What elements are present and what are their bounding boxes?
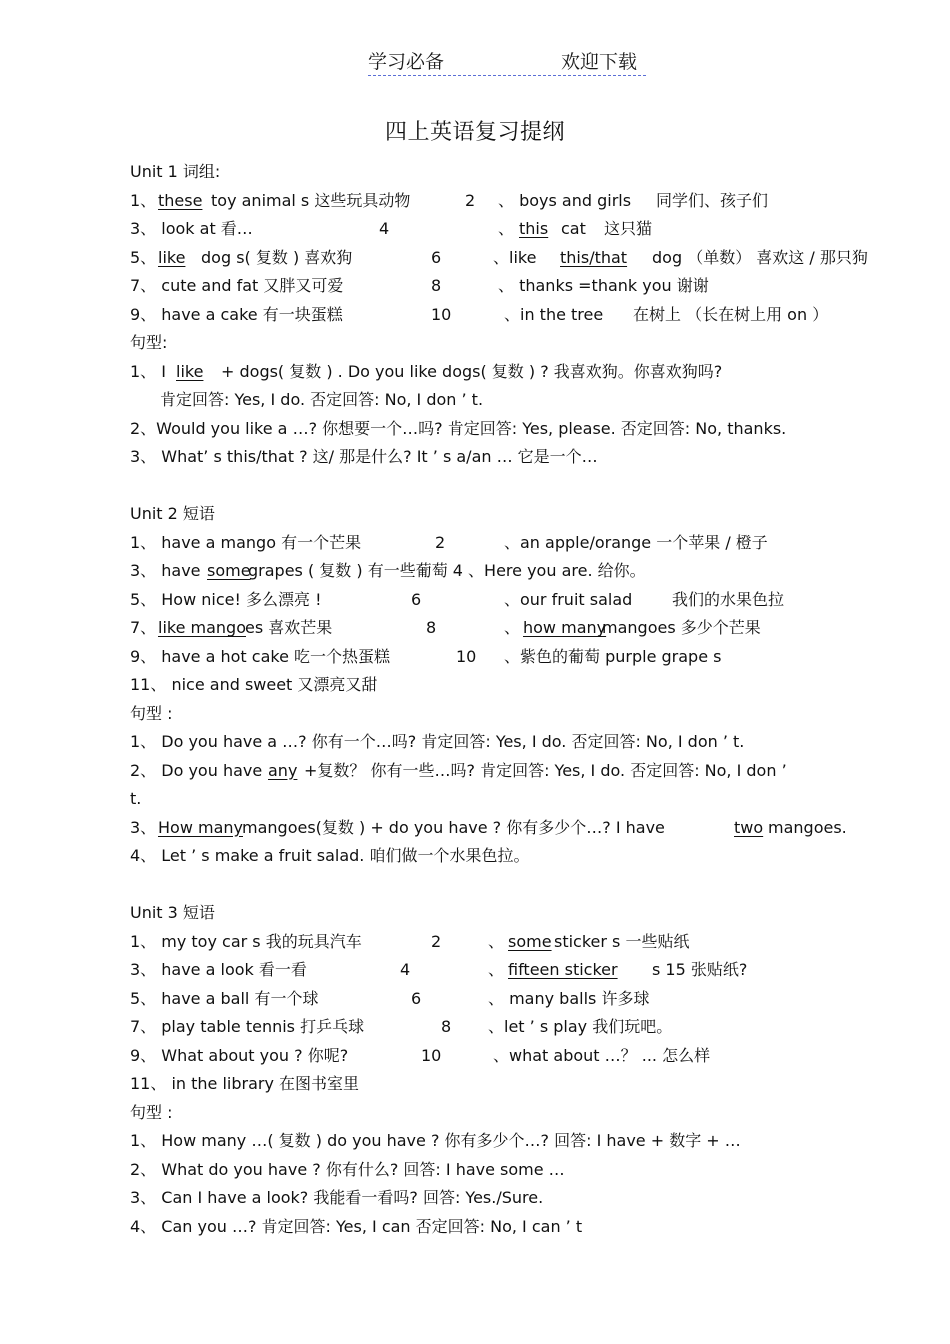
underlined-text: fifteen sticker (508, 960, 618, 979)
text-line (130, 557, 900, 586)
text-line (130, 500, 900, 529)
text-line (130, 415, 900, 444)
text-segment: 句型: (130, 333, 168, 352)
text-line (130, 1013, 900, 1042)
underlined-text: How many (158, 817, 243, 837)
text-segment: 10 (456, 646, 477, 666)
underlined-text: how many (523, 618, 607, 637)
document-body (130, 158, 900, 1241)
text-line (130, 985, 900, 1014)
text-line (130, 443, 900, 500)
text-segment: 2、 Do you have (130, 760, 263, 780)
text-segment: Unit 3 短语 (130, 903, 215, 922)
text-segment: 句型 : (130, 703, 173, 723)
text-segment: 2 (431, 931, 442, 951)
text-line (130, 928, 900, 957)
text-segment: grapes ( 复数 ) 有一些葡萄 4 、Here you are. 给你。 (248, 561, 646, 580)
text-segment: 6 (411, 988, 422, 1008)
underlined-text: some (207, 561, 251, 580)
text-segment: 在树上 （长在树上用 on ） (633, 304, 829, 324)
text-segment: 句型 : (130, 1102, 173, 1122)
text-segment: 4、 Let ’ s make a fruit salad. 咱们做一个水果色拉。 (130, 846, 530, 865)
text-segment: s 15 张贴纸? (652, 960, 748, 979)
text-segment: + dogs( 复数 ) . Do you like dogs( 复数 ) ? 我喜欢狗。你喜欢狗吗? (221, 361, 723, 381)
text-segment: mangoes 多少个芒果 (602, 618, 761, 637)
text-segment: Unit 2 短语 (130, 504, 215, 523)
text-segment: 1、 (130, 190, 157, 210)
text-segment: 、 (488, 960, 505, 979)
text-line (130, 1184, 900, 1213)
text-line (130, 244, 900, 273)
text-segment: 3、 have (130, 561, 201, 580)
underlined-text: like (176, 361, 204, 381)
text-segment: 2 (465, 190, 476, 210)
text-segment: mangoes. (768, 817, 847, 837)
underlined-text: like (158, 247, 186, 267)
text-segment: 这只猫 (604, 219, 653, 238)
text-segment: 5、 How nice! 多么漂亮 ! (130, 589, 322, 609)
text-line (130, 814, 900, 843)
underlined-text: two (734, 817, 764, 837)
text-segment: 9、 have a cake 有一块蛋糕 (130, 304, 343, 324)
underlined-text: like mango (158, 618, 246, 637)
text-segment: es 喜欢芒果 (245, 618, 333, 637)
text-line (130, 358, 900, 387)
text-line (130, 956, 900, 985)
text-line (130, 1042, 900, 1071)
text-segment: 、an apple/orange 一个苹果 / 橙子 (504, 532, 768, 552)
text-segment: 、 (488, 931, 505, 951)
text-segment: 我们的水果色拉 (672, 589, 785, 609)
text-segment: dog s( 复数 ) 喜欢狗 (201, 247, 353, 267)
text-line (130, 1099, 900, 1128)
text-line (130, 643, 900, 672)
text-segment: 8 (426, 618, 437, 637)
text-line (130, 586, 900, 615)
document-title: 四上英语复习提纲 (384, 120, 565, 145)
text-segment: 7、 play table tennis 打乒乓球 (130, 1017, 365, 1036)
text-line (130, 301, 900, 330)
text-line (130, 785, 900, 814)
text-segment: 1、 Do you have a …? 你有一个…吗? 肯定回答: Yes, I do. 否定回答: No, I don ’ t. (130, 732, 745, 751)
text-line (130, 899, 900, 928)
text-segment: 、like (493, 247, 537, 267)
text-segment: 、 boys and girls (498, 190, 632, 210)
text-segment: 、 (498, 219, 515, 238)
text-segment: 4、 Can you …? 肯定回答: Yes, I can 否定回答: No, I can ’ t (130, 1216, 583, 1236)
text-line (130, 728, 900, 757)
text-segment: t. (130, 789, 142, 808)
text-segment: 5、 have a ball 有一个球 (130, 988, 319, 1008)
text-segment: 7、 cute and fat 又胖又可爱 (130, 276, 344, 295)
text-segment: 、紫色的葡萄 purple grape s (504, 646, 722, 666)
text-segment: 、 many balls 许多球 (488, 988, 650, 1008)
text-line (130, 671, 900, 700)
text-line (130, 158, 900, 187)
text-line (130, 700, 900, 729)
text-segment: 同学们、孩子们 (656, 190, 769, 210)
text-segment: 10 (431, 304, 452, 324)
text-line (130, 757, 900, 786)
text-segment: 3、 What’ s this/that ? 这/ 那是什么? It ’ s a/an … 它是一个… (130, 447, 598, 466)
text-line (130, 187, 900, 216)
text-segment: 、our fruit salad (504, 589, 633, 609)
text-segment: 5、 (130, 247, 157, 267)
text-segment: 、what about …？ ... 怎么样 (493, 1045, 711, 1065)
text-line (130, 329, 900, 358)
text-segment: Unit 1 词组: (130, 162, 221, 181)
text-segment: 、let ’ s play 我们玩吧。 (488, 1017, 673, 1036)
text-segment: 肯定回答: Yes, I do. 否定回答: No, I don ’ t. (160, 390, 484, 409)
text-segment: cat (561, 219, 586, 238)
text-segment: 10 (421, 1045, 442, 1065)
text-line (130, 1213, 900, 1242)
header-right-text: 欢迎下载 (561, 51, 638, 73)
underlined-text: these (158, 190, 203, 210)
text-segment: dog （单数） 喜欢这 / 那只狗 (652, 247, 868, 267)
text-line (130, 614, 900, 643)
underlined-text: this (519, 219, 549, 238)
text-segment: 9、 have a hot cake 吃一个热蛋糕 (130, 646, 391, 666)
text-line (130, 1070, 900, 1099)
text-line (130, 529, 900, 558)
text-segment: 、 (504, 618, 521, 637)
text-segment: +复数？ 你有一些…吗? 肯定回答: Yes, I do. 否定回答: No, I don ’ (304, 760, 787, 780)
text-segment: sticker s 一些贴纸 (554, 931, 690, 951)
text-segment: 6 (411, 589, 422, 609)
text-line (130, 215, 900, 244)
text-segment: 、in the tree (504, 304, 604, 324)
text-segment: 1、 have a mango 有一个芒果 (130, 532, 362, 552)
text-segment: 9、 What about you ? 你呢? (130, 1045, 349, 1065)
underlined-text: some (508, 931, 552, 951)
text-line (130, 1127, 900, 1156)
text-line (130, 1156, 900, 1185)
text-segment: 6 (431, 247, 442, 267)
text-segment: 1、 I (130, 361, 166, 381)
text-segment: 2 (435, 532, 446, 552)
text-segment: 3、 have a look 看一看 (130, 960, 307, 979)
text-segment: 2、 What do you have ? 你有什么? 回答: I have some … (130, 1159, 565, 1179)
text-segment: 11、 in the library 在图书室里 (130, 1074, 360, 1093)
text-segment: 2、Would you like a …? 你想要一个…吗? 肯定回答: Yes, please. 否定回答: No, thanks. (130, 418, 787, 438)
underlined-text: this/that (560, 247, 628, 267)
text-segment: 3、 Can I have a look? 我能看一看吗? 回答: Yes./Sure. (130, 1188, 544, 1207)
text-segment: 8 (441, 1017, 452, 1036)
text-segment: 8 (431, 276, 442, 295)
text-line (130, 842, 900, 899)
text-line (130, 272, 900, 301)
text-segment: 3、 (130, 817, 157, 837)
text-segment: 11、 nice and sweet 又漂亮又甜 (130, 675, 378, 694)
text-segment: 1、 How many …( 复数 ) do you have ? 你有多少个…? 回答: I have + 数字 + … (130, 1131, 741, 1150)
text-line (130, 386, 900, 415)
text-segment: mangoes(复数 ) + do you have ? 你有多少个…? I have (242, 817, 665, 837)
text-segment: 1、 my toy car s 我的玩具汽车 (130, 931, 362, 951)
header-left-text: 学习必备 (368, 51, 445, 73)
text-segment: 4 (379, 219, 390, 238)
text-segment: toy animal s 这些玩具动物 (211, 190, 411, 210)
text-segment: 4 (400, 960, 411, 979)
text-segment: 7、 (130, 618, 157, 637)
underlined-text: any (268, 760, 298, 780)
text-segment: 3、 look at 看… (130, 219, 253, 238)
page-header (368, 47, 646, 76)
text-segment: 、 thanks =thank you 谢谢 (498, 276, 709, 295)
